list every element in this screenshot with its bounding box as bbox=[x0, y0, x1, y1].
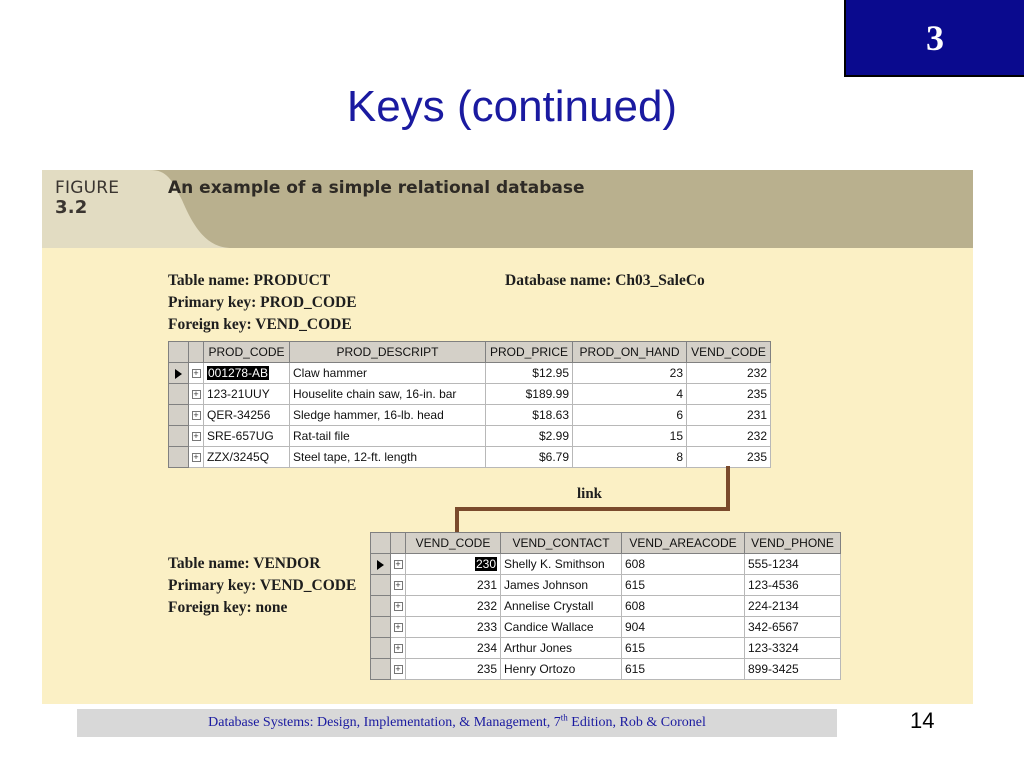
table-cell[interactable]: ZZX/3245Q bbox=[204, 447, 290, 468]
expand-row[interactable] bbox=[391, 596, 406, 617]
table-cell[interactable]: QER-34256 bbox=[204, 405, 290, 426]
table-cell[interactable]: Henry Ortozo bbox=[501, 659, 622, 680]
plus-icon: + bbox=[193, 388, 199, 399]
product-table bbox=[168, 341, 771, 468]
row-selector[interactable] bbox=[371, 596, 391, 617]
current-record-arrow-icon bbox=[377, 560, 384, 570]
product-table-info bbox=[168, 270, 357, 336]
table-row[interactable] bbox=[371, 554, 841, 575]
table-cell[interactable]: $6.79 bbox=[486, 447, 573, 468]
table-cell[interactable]: 899-3425 bbox=[745, 659, 841, 680]
table-cell[interactable]: 4 bbox=[573, 384, 687, 405]
expand-row[interactable] bbox=[391, 575, 406, 596]
table-cell[interactable]: 6 bbox=[573, 405, 687, 426]
table-row[interactable] bbox=[169, 384, 771, 405]
link-connector-vertical-left bbox=[455, 507, 459, 533]
table-cell[interactable]: James Johnson bbox=[501, 575, 622, 596]
figure-number: 3.2 bbox=[55, 197, 88, 218]
plus-icon: + bbox=[395, 642, 401, 653]
table-cell[interactable]: 608 bbox=[622, 554, 745, 575]
footer-text-post: Edition, Rob & Coronel bbox=[567, 715, 706, 730]
link-connector-vertical-right bbox=[726, 466, 730, 511]
current-record-arrow-icon bbox=[175, 369, 182, 379]
expand-header bbox=[189, 342, 204, 363]
database-name: Database name: Ch03_SaleCo bbox=[505, 272, 705, 289]
figure-panel bbox=[42, 170, 973, 704]
expand-row[interactable] bbox=[391, 659, 406, 680]
row-selector-header bbox=[169, 342, 189, 363]
table-row[interactable] bbox=[169, 363, 771, 384]
figure-caption: An example of a simple relational database bbox=[168, 178, 585, 198]
table-cell[interactable]: 123-21UUY bbox=[204, 384, 290, 405]
row-selector[interactable] bbox=[371, 575, 391, 596]
table-cell[interactable]: 235 bbox=[406, 659, 501, 680]
table-cell[interactable]: $12.95 bbox=[486, 363, 573, 384]
plus-icon: + bbox=[193, 367, 199, 378]
plus-icon: + bbox=[193, 451, 199, 462]
plus-icon: + bbox=[395, 663, 401, 674]
column-header[interactable]: PROD_PRICE bbox=[486, 342, 573, 363]
slide-title: Keys (continued) bbox=[346, 82, 678, 131]
table-row[interactable] bbox=[371, 575, 841, 596]
row-selector[interactable] bbox=[371, 554, 391, 575]
page-number: 14 bbox=[910, 708, 935, 733]
expand-row[interactable] bbox=[189, 426, 204, 447]
table-cell[interactable]: 235 bbox=[687, 447, 771, 468]
table-cell[interactable]: 8 bbox=[573, 447, 687, 468]
table-row[interactable] bbox=[371, 659, 841, 680]
chapter-number-box: 3 bbox=[844, 0, 1024, 77]
figure-label-text: FIGURE bbox=[55, 178, 120, 198]
table-row[interactable] bbox=[169, 405, 771, 426]
link-label: link bbox=[577, 486, 603, 502]
plus-icon: + bbox=[395, 558, 401, 569]
table-cell[interactable]: SRE-657UG bbox=[204, 426, 290, 447]
figure-label bbox=[55, 178, 119, 218]
table-cell[interactable]: Shelly K. Smithson bbox=[501, 554, 622, 575]
footer-text-pre: Database Systems: Design, Implementation, & Management, 7 bbox=[208, 715, 561, 730]
expand-row[interactable] bbox=[189, 363, 204, 384]
footer-superscript: th bbox=[560, 712, 568, 723]
expand-row[interactable] bbox=[189, 405, 204, 426]
table-cell[interactable]: $18.63 bbox=[486, 405, 573, 426]
vendor-table bbox=[370, 532, 841, 680]
table-row[interactable] bbox=[371, 638, 841, 659]
table-cell[interactable]: 555-1234 bbox=[745, 554, 841, 575]
table-cell[interactable]: Houselite chain saw, 16-in. bar bbox=[290, 384, 486, 405]
table-cell[interactable]: 234 bbox=[406, 638, 501, 659]
table-row[interactable] bbox=[169, 447, 771, 468]
table-cell[interactable]: 231 bbox=[687, 405, 771, 426]
vendor-header-row bbox=[371, 533, 841, 554]
vendor-table-name: Table name: VENDOR bbox=[168, 555, 321, 572]
table-cell[interactable]: 615 bbox=[622, 638, 745, 659]
plus-icon: + bbox=[193, 430, 199, 441]
table-cell[interactable]: Annelise Crystall bbox=[501, 596, 622, 617]
column-header[interactable]: PROD_ON_HAND bbox=[573, 342, 687, 363]
table-cell[interactable]: 123-4536 bbox=[745, 575, 841, 596]
table-cell[interactable]: 235 bbox=[687, 384, 771, 405]
table-cell[interactable]: 23 bbox=[573, 363, 687, 384]
plus-icon: + bbox=[193, 409, 199, 420]
column-header[interactable]: VEND_PHONE bbox=[745, 533, 841, 554]
row-selector[interactable] bbox=[371, 617, 391, 638]
table-cell[interactable]: 231 bbox=[406, 575, 501, 596]
table-cell[interactable]: 232 bbox=[687, 363, 771, 384]
table-row[interactable] bbox=[371, 617, 841, 638]
link-connector-horizontal bbox=[455, 507, 730, 511]
table-cell[interactable]: Sledge hammer, 16-lb. head bbox=[290, 405, 486, 426]
footer-citation bbox=[77, 709, 837, 737]
plus-icon: + bbox=[395, 579, 401, 590]
product-primary-key: Primary key: PROD_CODE bbox=[168, 294, 357, 311]
table-cell[interactable]: 233 bbox=[406, 617, 501, 638]
plus-icon: + bbox=[395, 600, 401, 611]
column-header[interactable]: PROD_DESCRIPT bbox=[290, 342, 486, 363]
table-cell[interactable] bbox=[204, 363, 290, 384]
row-selector[interactable] bbox=[371, 659, 391, 680]
table-cell[interactable]: 615 bbox=[622, 659, 745, 680]
product-header-row bbox=[169, 342, 771, 363]
table-cell[interactable]: 224-2134 bbox=[745, 596, 841, 617]
vendor-foreign-key: Foreign key: none bbox=[168, 599, 288, 616]
column-header[interactable]: VEND_CODE bbox=[687, 342, 771, 363]
table-cell[interactable]: 342-6567 bbox=[745, 617, 841, 638]
table-cell[interactable]: Candice Wallace bbox=[501, 617, 622, 638]
expand-header bbox=[391, 533, 406, 554]
plus-icon: + bbox=[395, 621, 401, 632]
vendor-primary-key: Primary key: VEND_CODE bbox=[168, 577, 357, 594]
column-header[interactable]: VEND_CONTACT bbox=[501, 533, 622, 554]
expand-row[interactable] bbox=[391, 638, 406, 659]
expand-row[interactable] bbox=[391, 554, 406, 575]
column-header[interactable]: PROD_CODE bbox=[204, 342, 290, 363]
table-cell[interactable]: 232 bbox=[687, 426, 771, 447]
column-header[interactable]: VEND_AREACODE bbox=[622, 533, 745, 554]
table-cell[interactable]: 615 bbox=[622, 575, 745, 596]
table-cell[interactable]: Arthur Jones bbox=[501, 638, 622, 659]
table-cell[interactable]: $189.99 bbox=[486, 384, 573, 405]
selected-cell-text: 230 bbox=[475, 557, 496, 571]
vendor-table-info bbox=[168, 553, 356, 619]
product-table-name: Table name: PRODUCT bbox=[168, 272, 331, 289]
table-cell[interactable]: 904 bbox=[622, 617, 745, 638]
table-cell[interactable]: 123-3324 bbox=[745, 638, 841, 659]
table-row[interactable] bbox=[169, 426, 771, 447]
product-foreign-key: Foreign key: VEND_CODE bbox=[168, 316, 352, 333]
expand-row[interactable] bbox=[391, 617, 406, 638]
table-cell[interactable]: Steel tape, 12-ft. length bbox=[290, 447, 486, 468]
row-selector[interactable] bbox=[371, 638, 391, 659]
expand-row[interactable] bbox=[189, 384, 204, 405]
row-selector[interactable] bbox=[169, 447, 189, 468]
table-cell[interactable]: $2.99 bbox=[486, 426, 573, 447]
table-cell[interactable]: 608 bbox=[622, 596, 745, 617]
expand-row[interactable] bbox=[189, 447, 204, 468]
table-cell[interactable]: 232 bbox=[406, 596, 501, 617]
row-selector-header bbox=[371, 533, 391, 554]
selected-cell-text: 001278-AB bbox=[208, 366, 269, 380]
table-cell[interactable] bbox=[406, 554, 501, 575]
table-row[interactable] bbox=[371, 596, 841, 617]
row-selector[interactable] bbox=[169, 405, 189, 426]
row-selector[interactable] bbox=[169, 426, 189, 447]
column-header[interactable]: VEND_CODE bbox=[406, 533, 501, 554]
table-cell[interactable]: Claw hammer bbox=[290, 363, 486, 384]
table-cell[interactable]: Rat-tail file bbox=[290, 426, 486, 447]
table-cell[interactable]: 15 bbox=[573, 426, 687, 447]
row-selector[interactable] bbox=[169, 384, 189, 405]
row-selector[interactable] bbox=[169, 363, 189, 384]
